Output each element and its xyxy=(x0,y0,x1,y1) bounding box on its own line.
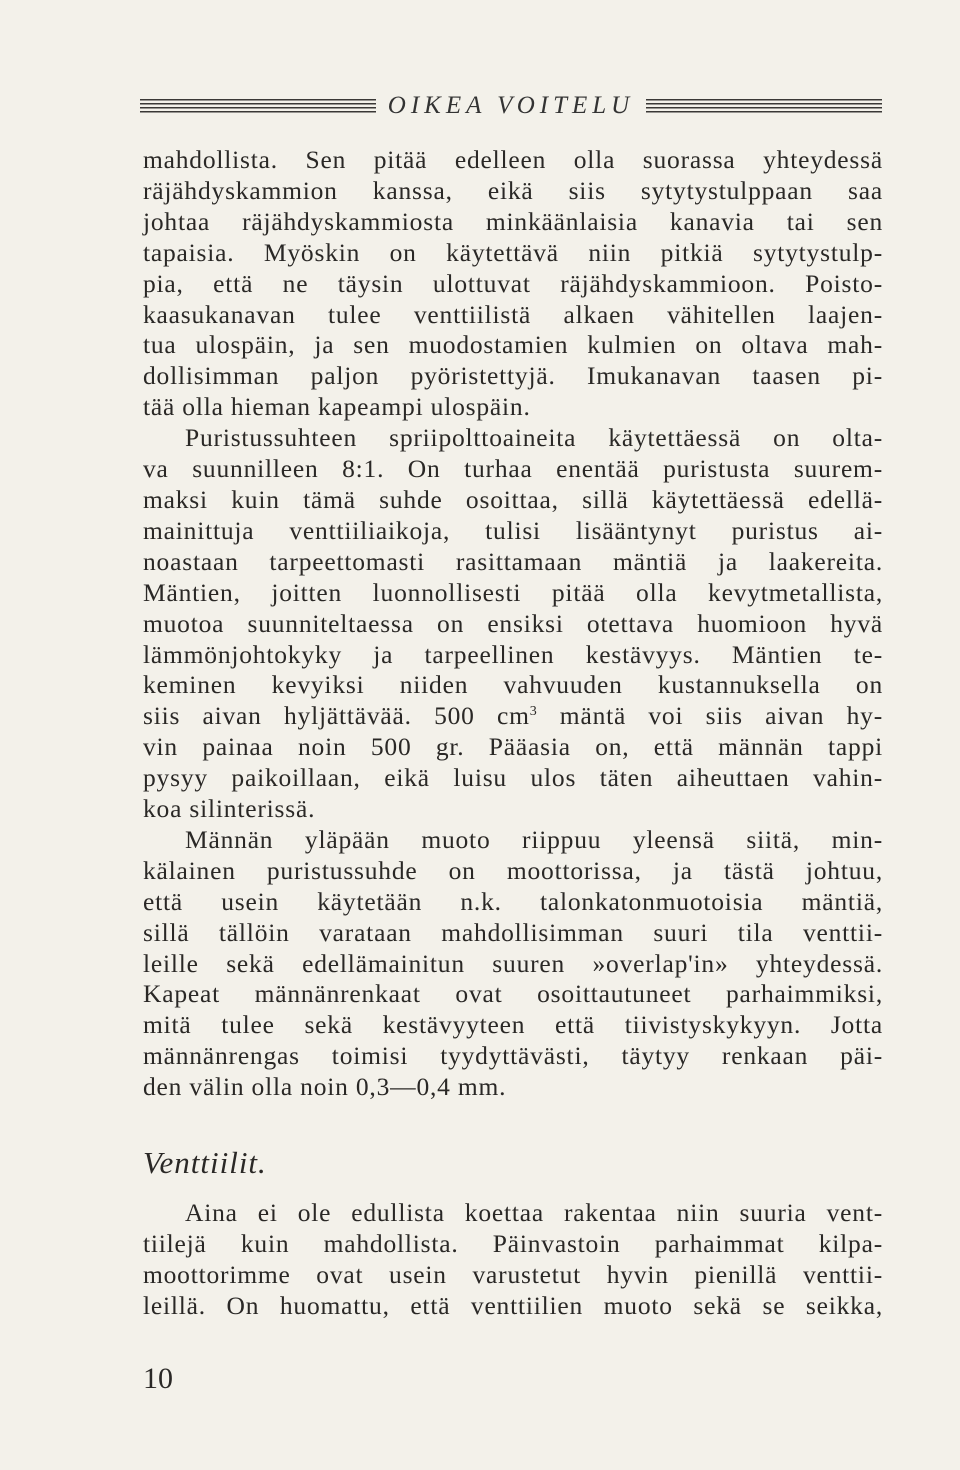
text-line: tua ulospäin, ja sen muodostamien kulmien on oltava mah- xyxy=(143,330,883,360)
page-number: 10 xyxy=(143,1362,173,1395)
text-line: Männän yläpään muoto riippuu yleensä siitä, min- xyxy=(185,824,883,854)
text-line: noastaan tarpeettomasti rasittamaan mäntiä ja laakereita. xyxy=(143,546,883,576)
text-line: dollisimman paljon pyöristettyjä. Imukanavan taasen pi- xyxy=(143,361,883,391)
text-line: tiilejä kuin mahdollista. Päinvastoin parhaimmat kilpa- xyxy=(143,1228,883,1258)
text-line: keminen kevyiksi niiden vahvuuden kustannuksella on xyxy=(143,670,883,700)
text-line: maksi kuin tämä suhde osoittaa, sillä käytettäessä edellä- xyxy=(143,484,883,514)
text-line: Aina ei ole edullista koettaa rakentaa niin suuria vent- xyxy=(185,1198,883,1227)
text-line: johtaa räjähdyskammiosta minkäänlaisia kanavia tai sen xyxy=(143,206,883,236)
text-line: kälainen puristussuhde on moottorissa, ja tästä johtuu, xyxy=(143,855,883,885)
text-line: den välin olla noin 0,3—0,4 mm. xyxy=(143,1072,507,1102)
text-line: pysyy paikoillaan, eikä luisu ulos täten aiheuttaen vahin- xyxy=(143,763,883,793)
text-line: räjähdyskammion kanssa, eikä siis sytytystulppaan saa xyxy=(143,175,883,205)
text-line: leille sekä edellämainitun suuren »overlap'in» yhteydessä. xyxy=(143,948,883,978)
text-line: tää olla hieman kapeampi ulospäin. xyxy=(143,392,531,422)
text-line: sillä tällöin varataan mahdollisimman suuri tila venttii- xyxy=(143,917,883,947)
text-line: va suunnilleen 8:1. On turhaa enentää puristusta suurem- xyxy=(143,454,883,484)
text-line: vin painaa noin 500 gr. Pääasia on, että männän tappi xyxy=(143,732,883,762)
text-line: lämmönjohtokyky ja tarpeellinen kestävyys. Mäntien te- xyxy=(143,639,883,669)
text-line: kaasukanavan tulee venttiilistä alkaen vähitellen laajen- xyxy=(143,299,883,329)
text-line: mainittuja venttiiliaikoja, tulisi lisääntynyt puristus ai- xyxy=(143,515,883,545)
text-line: männänrengas toimisi tyydyttävästi, täytyy renkaan päi- xyxy=(143,1041,883,1071)
body-text-block-2 xyxy=(143,1198,883,1322)
text-line: että usein käytetään n.k. talonkatonmuotoisia mäntiä, xyxy=(143,886,883,916)
text-line: mahdollista. Sen pitää edelleen olla suorassa yhteydessä xyxy=(143,145,883,174)
running-header xyxy=(140,86,882,126)
text-line: mitä tulee sekä kestävyyteen että tiivistyskykyyn. Jotta xyxy=(143,1010,883,1040)
text-fragment: siis aivan hyljättävää. 500 cm xyxy=(143,701,530,731)
section-heading: Venttiilit. xyxy=(143,1145,267,1180)
text-line: Kapeat männänrenkaat ovat osoittautuneet parhaimmiksi, xyxy=(143,979,883,1009)
text-line: tapaisia. Myöskin on käytettävä niin pitkiä sytytystulp- xyxy=(143,237,883,267)
text-fragment: mäntä voi siis aivan hy- xyxy=(537,701,883,731)
text-line: Puristussuhteen spriipolttoaineita käytettäessä on olta- xyxy=(185,423,883,453)
text-line: leillä. On huomattu, että venttiilien muoto sekä se seikka, xyxy=(143,1290,883,1320)
text-line: pia, että ne täysin ulottuvat räjähdyskammioon. Poisto- xyxy=(143,268,883,298)
text-line: moottorimme ovat usein varustetut hyvin pienillä venttii- xyxy=(143,1259,883,1289)
header-title: OIKEA VOITELU xyxy=(387,92,635,119)
header-rule-right xyxy=(646,99,882,113)
text-line: Mäntien, joitten luonnollisesti pitää olla kevytmetallista, xyxy=(143,577,883,607)
superscript: 3 xyxy=(529,704,538,720)
header-rule-left xyxy=(140,99,376,113)
text-line: muotoa suunniteltaessa on ensiksi otettava huomioon hyvä xyxy=(143,608,883,638)
text-line-with-superscript xyxy=(143,701,883,732)
text-line: koa silinterissä. xyxy=(143,794,316,824)
body-text-block-1 xyxy=(143,145,883,1103)
